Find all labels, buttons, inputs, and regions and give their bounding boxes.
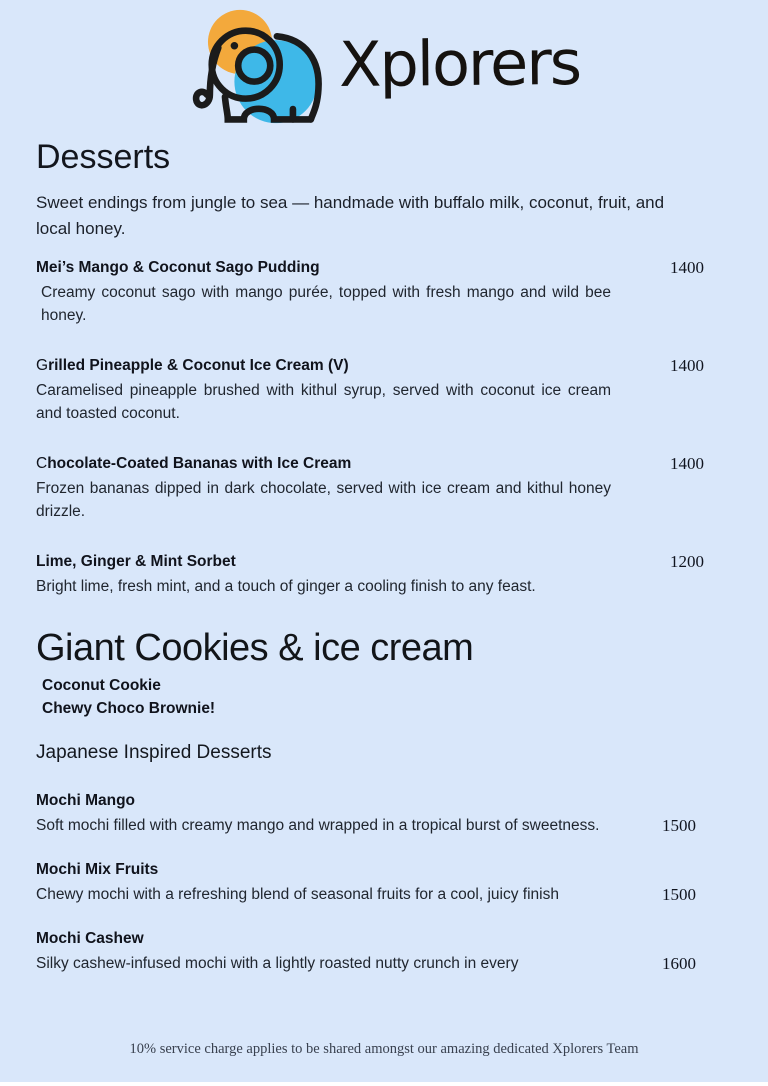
- item-description: Bright lime, fresh mint, and a touch of ginger a cooling finish to any feast.: [36, 578, 536, 595]
- menu-item: [36, 355, 704, 425]
- giant-cookies-section-title: Giant Cookies & ice cream: [36, 627, 474, 669]
- logo: [0, 0, 768, 126]
- item-price: 1200: [670, 552, 704, 571]
- japanese-section-title: Japanese Inspired Desserts: [36, 742, 272, 763]
- item-description: Creamy coconut sago with mango purée, topped with fresh mango and wild bee honey.: [41, 284, 611, 324]
- menu-item: [36, 928, 704, 975]
- elephant-logo-icon: [187, 8, 329, 126]
- menu-item: [36, 790, 704, 837]
- menu-item: [36, 551, 704, 598]
- japanese-menu: [36, 790, 732, 975]
- brand-name: Xplorers: [339, 25, 581, 101]
- item-price: 1600: [662, 954, 696, 973]
- item-description: Soft mochi filled with creamy mango and wrapped in a tropical burst of sweetness.: [36, 817, 600, 834]
- desserts-menu: [36, 257, 732, 598]
- item-price: 1400: [670, 258, 704, 277]
- item-price: 1500: [662, 816, 696, 835]
- desserts-section-title: Desserts: [36, 138, 171, 176]
- item-description: Caramelised pineapple brushed with kithul syrup, served with coconut ice cream and toasted coconut.: [36, 382, 611, 422]
- desserts-section-subtitle: Sweet endings from jungle to sea — handmade with buffalo milk, coconut, fruit, and local honey.: [36, 193, 665, 238]
- item-name: Grilled Pineapple & Coconut Ice Cream (V): [36, 357, 349, 374]
- item-name: Mochi Cashew: [36, 930, 144, 947]
- item-name: Mochi Mix Fruits: [36, 861, 159, 878]
- bottom-edge-strip: [0, 1082, 768, 1086]
- item-name: Mei’s Mango & Coconut Sago Pudding: [36, 259, 320, 276]
- item-name: Chocolate-Coated Bananas with Ice Cream: [36, 455, 352, 472]
- menu-item: [36, 859, 704, 906]
- menu-item: [36, 453, 704, 523]
- item-name: Lime, Ginger & Mint Sorbet: [36, 553, 236, 570]
- item-price: 1400: [670, 356, 704, 375]
- giant-cookies-list: [36, 674, 732, 720]
- cookie-item: Coconut Cookie: [42, 677, 161, 694]
- cookie-item: Chewy Choco Brownie!: [42, 700, 216, 717]
- item-price: 1400: [670, 454, 704, 473]
- item-description: Silky cashew-infused mochi with a lightly roasted nutty crunch in every: [36, 955, 519, 972]
- item-name: Mochi Mango: [36, 792, 136, 809]
- menu-item: [36, 257, 704, 327]
- item-description: Frozen bananas dipped in dark chocolate, served with ice cream and kithul honey drizzle.: [36, 480, 611, 520]
- item-price: 1500: [662, 885, 696, 904]
- item-description: Chewy mochi with a refreshing blend of seasonal fruits for a cool, juicy finish: [36, 886, 559, 903]
- service-charge-note: 10% service charge applies to be shared amongst our amazing dedicated Xplorers Team: [129, 1041, 639, 1057]
